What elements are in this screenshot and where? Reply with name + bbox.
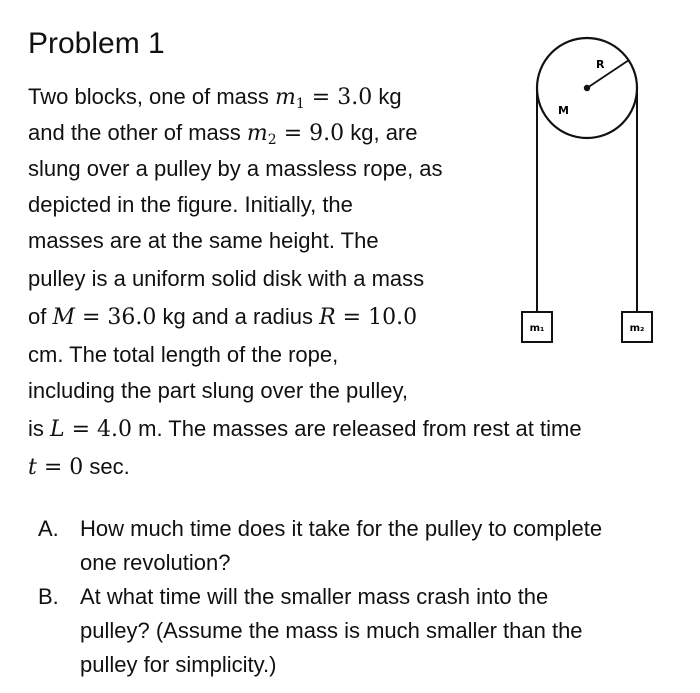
problem-line-7	[28, 300, 417, 335]
text-segment: of	[28, 304, 53, 329]
m1-value: = 3.0	[304, 85, 373, 110]
question-a	[38, 512, 688, 580]
question-list	[38, 512, 688, 682]
L-value: = 4.0	[64, 417, 133, 442]
m1-subscript: 1	[295, 96, 305, 112]
problem-title: Problem 1	[28, 27, 165, 60]
radius-line	[587, 60, 629, 88]
m2-symbol: m	[246, 121, 268, 146]
text-segment: kg	[372, 84, 402, 109]
question-text-line: one revolution?	[80, 550, 231, 575]
problem-line-9: including the part slung over the pulley,	[28, 378, 408, 403]
m2-subscript: 2	[267, 132, 277, 148]
text-segment: m. The masses are released from rest at time	[132, 416, 582, 441]
problem-line-10	[28, 412, 582, 447]
text-segment: kg, are	[344, 120, 418, 145]
pulley-mass-label: M	[558, 104, 569, 117]
R-value: = 10.0	[335, 305, 418, 330]
problem-line-5: masses are at the same height. The	[28, 228, 379, 253]
t-symbol: t	[28, 455, 37, 480]
R-symbol: R	[319, 305, 336, 330]
text-segment: Two blocks, one of mass	[28, 84, 275, 109]
t-equation	[28, 455, 83, 480]
m1-symbol: m	[275, 85, 296, 110]
problem-line-3: slung over a pulley by a massless rope, as	[28, 156, 443, 181]
M-value: = 36.0	[75, 305, 157, 330]
pulley-figure	[510, 30, 670, 360]
t-value: = 0	[36, 455, 84, 480]
problem-line-4: depicted in the figure. Initially, the	[28, 192, 353, 217]
m2-equation	[247, 121, 344, 146]
problem-line-11	[28, 450, 130, 485]
text-segment: is	[28, 416, 50, 441]
M-equation	[52, 305, 156, 330]
R-equation	[319, 305, 417, 330]
question-marker: B.	[38, 584, 59, 609]
block-m2-label: m₂	[629, 323, 645, 334]
block-m1-label: m₁	[529, 323, 545, 334]
problem-line-1	[28, 80, 402, 115]
question-b	[38, 580, 688, 682]
problem-line-2	[28, 116, 418, 151]
question-text-line: How much time does it take for the pulley to complete	[80, 516, 603, 541]
question-text-line: pulley? (Assume the mass is much smaller than the	[80, 618, 583, 643]
m1-equation	[275, 85, 372, 110]
m2-value: = 9.0	[276, 121, 345, 146]
text-segment: kg and a radius	[156, 304, 320, 329]
M-symbol: M	[52, 305, 75, 330]
L-equation	[50, 417, 132, 442]
problem-line-6: pulley is a uniform solid disk with a mass	[28, 266, 425, 291]
question-text-line: pulley for simplicity.)	[80, 652, 277, 677]
text-segment: sec.	[83, 454, 130, 479]
question-marker: A.	[38, 516, 59, 541]
radius-label: R	[596, 58, 605, 71]
text-segment: and the other of mass	[28, 120, 247, 145]
L-symbol: L	[50, 417, 65, 442]
question-text-line: At what time will the smaller mass crash into the	[80, 584, 549, 609]
problem-line-8: cm. The total length of the rope,	[28, 342, 339, 367]
